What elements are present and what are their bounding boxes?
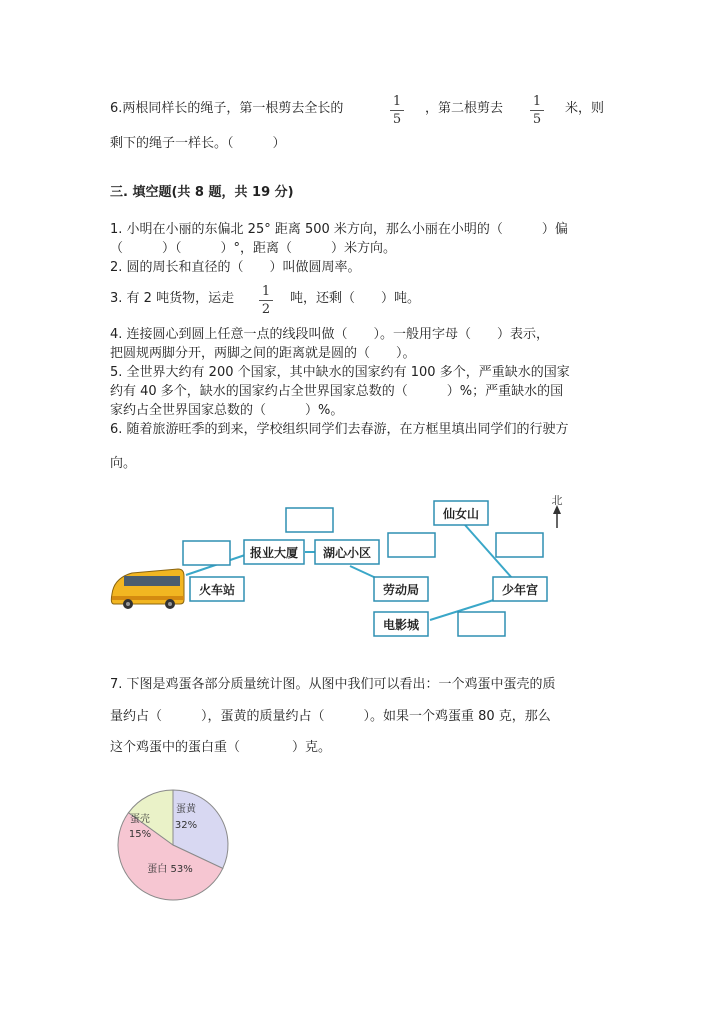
answer-box[interactable] xyxy=(388,533,435,557)
place-label-community: 湖心小区 xyxy=(322,546,372,560)
north-arrow-icon xyxy=(552,494,563,528)
road-community-to-labor xyxy=(350,566,376,578)
section-heading: 三. 填空题(共 8 题，共 19 分) xyxy=(110,185,294,200)
q6-prev-line2: 剩下的绳子一样长。（ ） xyxy=(110,136,286,151)
fraction-denominator: 5 xyxy=(392,112,402,127)
q1-line1: 1. 小明在小丽的东偏北 25° 距离 500 米方向，那么小丽在小明的（ ）偏 xyxy=(110,222,568,237)
q3-text-b: 吨，还剩（ ）吨。 xyxy=(290,291,421,306)
q7-line3: 这个鸡蛋中的蛋白重（ ）克。 xyxy=(110,740,332,755)
q3-text-a: 3. 有 2 吨货物，运走 xyxy=(110,291,235,306)
answer-box[interactable] xyxy=(286,508,333,532)
place-label-labor-bureau: 劳动局 xyxy=(382,583,420,597)
label-yolk: 蛋黄 xyxy=(176,804,196,815)
place-label-newspaper: 报业大厦 xyxy=(249,546,299,560)
label-white-percent: 蛋白 53% xyxy=(147,864,193,875)
q7-line1: 7. 下图是鸡蛋各部分质量统计图。从图中我们可以看出：一个鸡蛋中蛋壳的质 xyxy=(110,677,556,692)
egg-composition-pie-chart xyxy=(108,782,238,908)
q6-prev-line1a: 6.两根同样长的绳子，第一根剪去全长的 xyxy=(110,101,344,116)
place-label-youth-palace: 少年宫 xyxy=(501,583,539,597)
q2-text: 2. 圆的周长和直径的（ ）叫做圆周率。 xyxy=(110,260,361,275)
q4-line1: 4. 连接圆心到圆上任意一点的线段叫做（ ）。一般用字母（ ）表示， xyxy=(110,327,550,342)
q6-prev-line1b: ，第二根剪去 xyxy=(425,101,504,116)
q5-line3: 家约占全世界国家总数的（ ）%。 xyxy=(110,403,344,418)
q6-prev-line1c: 米，则 xyxy=(565,101,605,116)
q5-line1: 5. 全世界大约有 200 个国家，其中缺水的国家约有 100 多个，严重缺水的国家 xyxy=(110,365,570,380)
place-label-cinema: 电影城 xyxy=(382,618,420,632)
q1-line2: （ ）（ ）°，距离（ ）米方向。 xyxy=(110,241,397,256)
label-shell: 蛋壳 xyxy=(130,814,150,825)
label-yolk-percent: 32% xyxy=(174,820,198,831)
north-label: 北 xyxy=(551,494,563,507)
fraction-denominator: 2 xyxy=(261,302,271,317)
bus-icon xyxy=(111,569,184,609)
fraction-denominator: 5 xyxy=(532,112,542,127)
label-shell-percent: 15% xyxy=(128,829,152,840)
answer-box[interactable] xyxy=(183,541,230,565)
place-label-mountain: 仙女山 xyxy=(442,507,480,521)
fraction-numerator: 1 xyxy=(261,284,271,299)
fraction-numerator: 1 xyxy=(532,94,542,109)
q4-line2: 把圆规两脚分开，两脚之间的距离就是圆的（ ）。 xyxy=(110,346,416,361)
answer-box[interactable] xyxy=(496,533,543,557)
place-label-train-station: 火车站 xyxy=(198,583,236,597)
q5-line2: 约有 40 多个，缺水的国家约占全世界国家总数的（ ）%；严重缺水的国 xyxy=(110,384,564,399)
q7-line2: 量约占（ ），蛋黄的质量约占（ ）。如果一个鸡蛋重 80 克，那么 xyxy=(110,709,551,724)
q6-line1: 6. 随着旅游旺季的到来，学校组织同学们去春游，在方框里填出同学们的行驶方 xyxy=(110,422,569,437)
fraction-numerator: 1 xyxy=(392,94,402,109)
answer-box[interactable] xyxy=(458,612,505,636)
q6-line2: 向。 xyxy=(110,456,137,471)
